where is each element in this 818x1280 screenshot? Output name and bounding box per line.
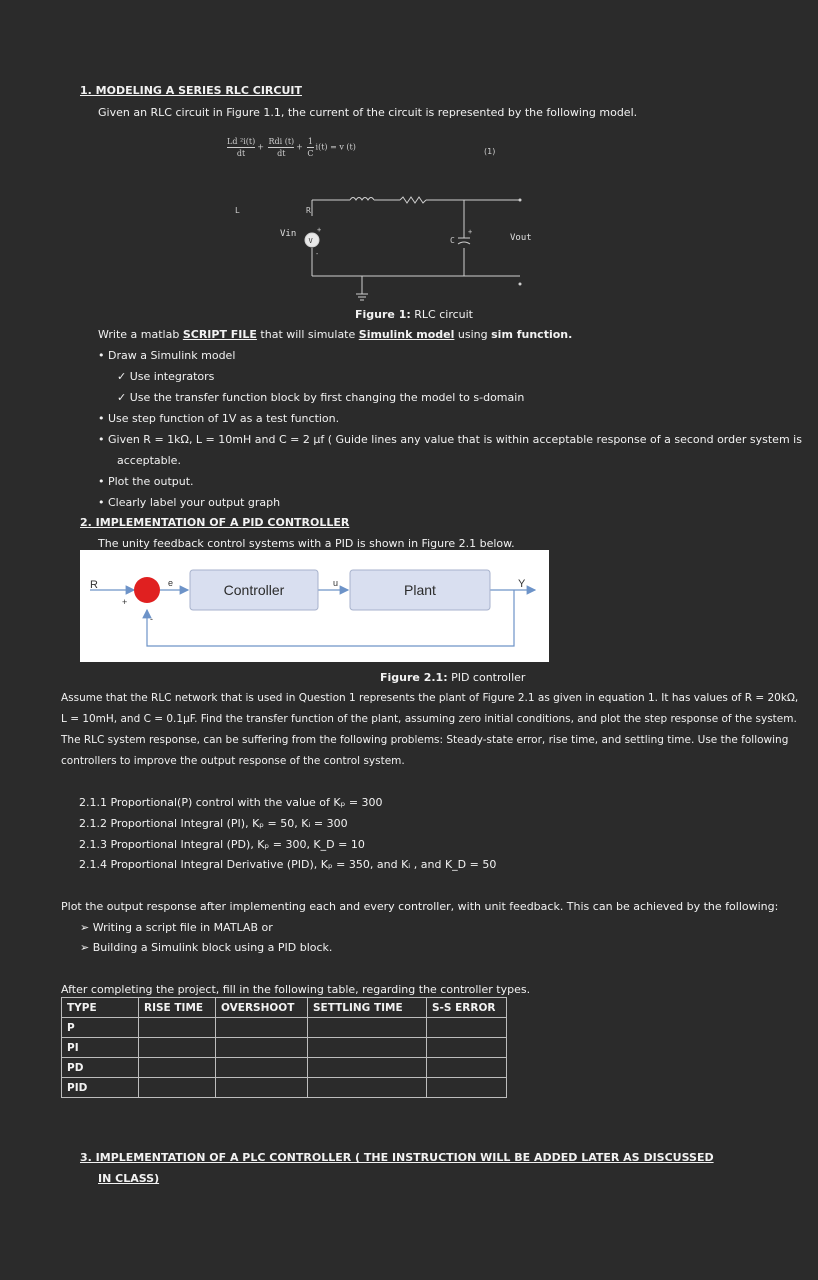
label-R: R <box>306 206 311 215</box>
table-cell <box>308 1058 427 1078</box>
label-Vin: Vin <box>280 229 297 239</box>
label-plus-source: + <box>317 226 322 234</box>
rlc-circuit-diagram <box>220 186 550 306</box>
table-cell <box>427 1078 507 1098</box>
header-ss-error: S-S ERROR <box>427 998 507 1018</box>
inductor-symbol <box>350 198 374 201</box>
option-script-file: ➢ Writing a script file in MATLAB or <box>80 921 273 934</box>
header-type: TYPE <box>62 998 139 1018</box>
table-cell <box>308 1038 427 1058</box>
terminal-bottom <box>519 283 522 286</box>
plot-instruction: Plot the output response after implementing each and every controller, with unit feedback. This can be achieved by the following: <box>61 900 779 913</box>
label-minus-sum: - <box>150 614 153 624</box>
label-Y-signal: Y <box>518 578 526 590</box>
table-row <box>62 1018 507 1038</box>
task-sim-function: sim function. <box>491 328 573 341</box>
table-row <box>62 1038 507 1058</box>
bullet-given-values-cont: acceptable. <box>117 454 181 467</box>
table-cell <box>427 1018 507 1038</box>
row-type-p: P <box>62 1018 139 1038</box>
capacitor-plate-bottom <box>458 242 470 244</box>
label-C: C <box>450 236 455 245</box>
terminal-top <box>519 199 522 202</box>
row-type-pi: PI <box>62 1038 139 1058</box>
task-pre: Write a matlab <box>98 328 183 341</box>
table-cell <box>216 1018 308 1038</box>
equation: $\frac{\text{Ld ²i(t)}}{dt}$ + $\frac{\text{Rdi (t)}}{dt}$ + $\frac{1}{C}$ i(t) = v (t) <box>227 137 356 158</box>
figure1-caption <box>355 308 473 321</box>
table-cell <box>139 1058 216 1078</box>
summing-junction-icon <box>134 577 160 603</box>
table-intro: After completing the project, fill in the following table, regarding the controller types. <box>61 983 531 996</box>
section1-heading: 1. MODELING A SERIES RLC CIRCUIT <box>80 84 302 97</box>
eq-term1-den: dt <box>236 149 246 158</box>
pid-block-diagram <box>80 550 549 662</box>
eq-term2-num: Rdi (t) <box>268 137 295 146</box>
controller-item-pi: 2.1.2 Proportional Integral (PI), Kₚ = 50, Kᵢ = 300 <box>79 817 348 830</box>
table-cell <box>308 1018 427 1038</box>
controller-item-p: 2.1.1 Proportional(P) control with the value of Kₚ = 300 <box>79 796 383 809</box>
bullet-use-integrators: ✓ Use integrators <box>117 370 215 383</box>
table-cell <box>216 1058 308 1078</box>
section1-intro: Given an RLC circuit in Figure 1.1, the current of the circuit is represented by the following model. <box>98 106 638 119</box>
task-line <box>98 328 572 341</box>
table-row <box>62 1058 507 1078</box>
label-plus-sum: + <box>122 597 128 607</box>
controller-item-pid: 2.1.4 Proportional Integral Derivative (PID), Kₚ = 350, and Kᵢ , and K_D = 50 <box>79 858 497 871</box>
label-e-signal: e <box>168 578 174 588</box>
eq-rest: i(t) = v (t) <box>315 142 356 152</box>
section2-heading: 2. IMPLEMENTATION OF A PID CONTROLLER <box>80 516 350 529</box>
table-cell <box>139 1038 216 1058</box>
row-type-pid: PID <box>62 1078 139 1098</box>
bullet-draw-simulink: • Draw a Simulink model <box>98 349 236 362</box>
bullet-transfer-function: ✓ Use the transfer function block by first changing the model to s-domain <box>117 391 525 404</box>
table-cell <box>139 1018 216 1038</box>
label-V: V <box>308 237 313 245</box>
eq-term3-num: 1 <box>307 137 314 146</box>
task-simulink: Simulink model <box>358 328 455 341</box>
bullet-given-values: • Given R = 1kΩ, L = 10mH and C = 2 µf ( Guide lines any value that is within acceptable response of a second order system is <box>98 433 802 446</box>
label-R-signal: R <box>90 579 98 591</box>
header-rise-time: RISE TIME <box>139 998 216 1018</box>
table-header-row <box>62 998 507 1018</box>
eq-term1-num: Ld ²i(t) <box>227 137 256 146</box>
bullet-label-graph: • Clearly label your output graph <box>98 496 281 509</box>
table-cell <box>308 1078 427 1098</box>
figure2-caption-text: PID controller <box>447 671 526 684</box>
section2-intro: The unity feedback control systems with a PID is shown in Figure 2.1 below. <box>98 537 515 550</box>
label-L: L <box>235 206 240 215</box>
eq-term2-den: dt <box>277 149 286 158</box>
figure1-caption-label: Figure 1: <box>355 308 411 321</box>
paragraph-line-2: L = 10mH, and C = 0.1µF. Find the transfer function of the plant, assuming zero initial conditions, and plot the step response of the system. <box>61 713 797 725</box>
paragraph-line-4: controllers to improve the output response of the control system. <box>61 755 405 767</box>
table-cell <box>139 1078 216 1098</box>
resistor-symbol <box>400 197 426 203</box>
task-mid: that will simulate <box>256 328 359 341</box>
label-u-signal: u <box>333 578 339 588</box>
bullet-plot-output: • Plot the output. <box>98 475 194 488</box>
row-type-pd: PD <box>62 1058 139 1078</box>
section3-heading: 3. IMPLEMENTATION OF A PLC CONTROLLER ( THE INSTRUCTION WILL BE ADDED LATER AS DISCUSSED <box>80 1151 714 1164</box>
table-row <box>62 1078 507 1098</box>
controller-item-pd: 2.1.3 Proportional Integral (PD), Kₚ = 300, K_D = 10 <box>79 838 365 851</box>
controller-label: Controller <box>223 582 285 598</box>
label-plus-cap: + <box>468 228 473 236</box>
task-script-file: SCRIPT FILE <box>182 328 257 341</box>
paragraph-line-1: Assume that the RLC network that is used in Question 1 represents the plant of Figure 2.1 as given in equation 1. It has values of R = 20kΩ, <box>61 692 799 704</box>
table-cell <box>216 1078 308 1098</box>
plant-label: Plant <box>404 582 436 598</box>
label-Vout: Vout <box>510 233 532 243</box>
figure2-caption-label: Figure 2.1: <box>380 671 448 684</box>
table-cell <box>427 1058 507 1078</box>
table-cell <box>216 1038 308 1058</box>
label-minus-source: - <box>315 250 320 258</box>
bullet-step-function: • Use step function of 1V as a test function. <box>98 412 340 425</box>
option-simulink-block: ➢ Building a Simulink block using a PID block. <box>80 941 333 954</box>
results-table <box>61 997 507 1098</box>
header-overshoot: OVERSHOOT <box>216 998 308 1018</box>
equation-number: (1) <box>484 147 496 156</box>
task-using: using <box>454 328 492 341</box>
table-cell <box>427 1038 507 1058</box>
figure2-caption <box>380 671 525 684</box>
paragraph-line-3: The RLC system response, can be suffering from the following problems: Steady-state error, rise time, and settling time. Use the following <box>61 734 789 746</box>
figure1-caption-text: RLC circuit <box>410 308 473 321</box>
eq-term3-den: C <box>307 149 314 158</box>
section3-heading-cont: IN CLASS) <box>98 1172 160 1185</box>
header-settling-time: SETTLING TIME <box>308 998 427 1018</box>
